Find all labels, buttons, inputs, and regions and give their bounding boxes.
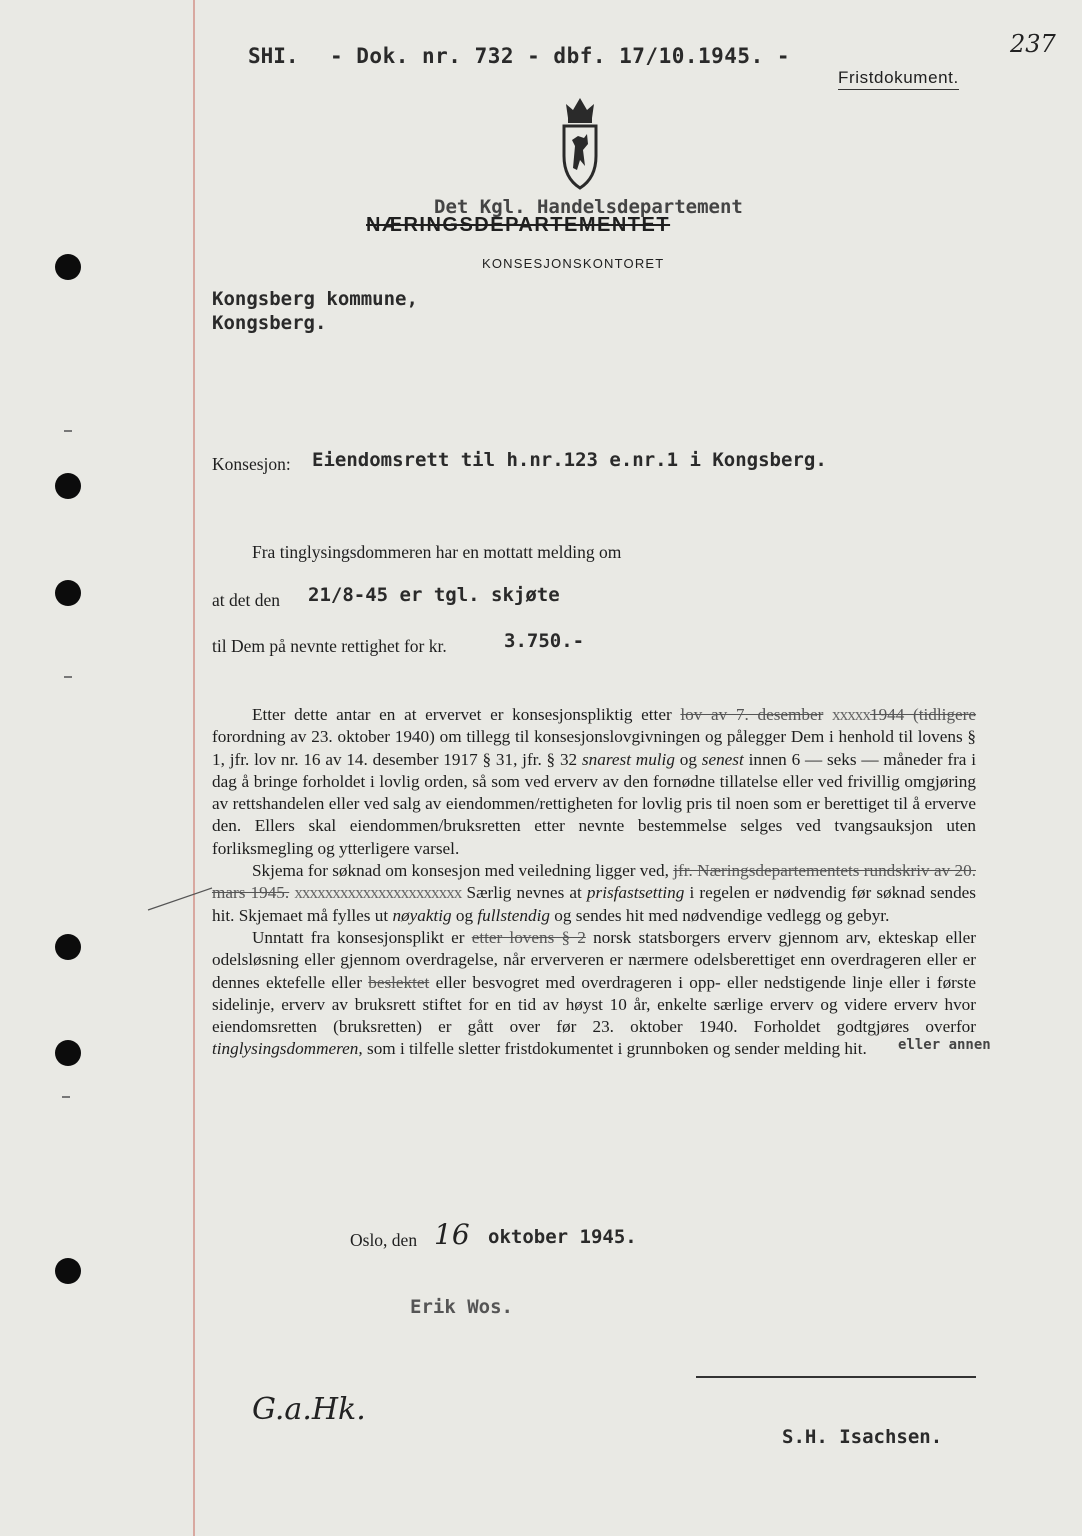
page-number: 237: [1010, 30, 1056, 58]
signature-line: [696, 1376, 976, 1378]
punch-hole: [55, 580, 81, 606]
typed-over-department: Det Kgl. Handelsdepartement: [434, 196, 743, 218]
margin-tick: [64, 676, 72, 678]
paragraph-1: Etter dette antar en at ervervet er konsesjonspliktig etter lov av 7. desember xxxxx1944 (tidligere forordning av 23. oktober 1940) om tillegg til konsesjonslovgivningen og pålegger Dem i henhold til lovens § 1, jfr. lov nr. 16 av 14. desember 1917 § 31, jfr. § 32 snarest mulig og senest innen 6 — seks — måneder fra i dag å bringe forholdet i lovlig orden, så som ved erverv av den fornødne tillatelse eller ved frivillig omgjøring av rettshandelen eller ved salg av eiendommen/rettigheten for lovlig pris til noen som er berettiget til å erverve den. Ellers skal eiendommen/bruksretten etter nevnte bestemmelse selges ved tvangsauksjon uten forliksmegling og ytterligere varsel.: [212, 705, 977, 858]
document-number-line: - Dok. nr. 732 - dbf. 17/10.1945. -: [330, 44, 791, 68]
punch-hole: [55, 1258, 81, 1284]
margin-tick: [62, 1096, 70, 1098]
paragraph-2: Skjema for søknad om konsesjon med veiledning ligger ved, jfr. Næringsdepartementets rundskriv av 20. mars 1945. xxxxxxxxxxxxxxxxxxxxxx Særlig nevnes at prisfastsetting i regelen er nødvendig før søknad sendes hit. Skjemaet må fylles ut nøyaktig og fullstendig og sendes hit med nødvendige vedlegg og gebyr.: [212, 861, 976, 925]
left-code: SHI.: [248, 44, 299, 68]
handwritten-initials: G.a.Hk.: [252, 1392, 366, 1427]
body-text: [212, 704, 976, 1061]
handwritten-day: 16: [434, 1218, 470, 1251]
office-heading: KONSESJONSKONTORET: [482, 256, 665, 271]
konsesjon-label: Konsesjon:: [212, 454, 291, 474]
date-month-year: oktober 1945.: [488, 1226, 637, 1248]
punch-hole: [55, 254, 81, 280]
notice-line-2-prefix: at det den: [212, 590, 281, 610]
price-amount: 3.750.-: [504, 630, 585, 652]
punch-hole: [55, 934, 81, 960]
paragraph-3: Unntatt fra konsesjonsplikt er etter lovens § 2 norsk statsborgers erverv gjennom arv, ekteskap eller odelsløsning eller gjennom overdragelse, når erververen er nærmere odelsberettiget enn overdrageren eller er dennes ektefelle eller beslektet eller besvogret med overdrageren i opp- eller nedstigende linje eller i første sidelinje, erverv av bruksrett stiftet for en tid av høyst 10 år, enkelte særlige erverv og videre erverv hvor eiendomsretten (bruksretten) er gått over før 23. oktober 1940. Forholdet godtgjøres overfor tinglysingsdommeren, som i tilfelle sletter fristdokumentet i grunnboken og sender melding hit.: [212, 927, 977, 1059]
fristdokument-stamp: Fristdokument.: [838, 68, 959, 90]
konsesjon-value: Eiendomsrett til h.nr.123 e.nr.1 i Kongsberg.: [312, 449, 827, 471]
secretary-name: S.H. Isachsen.: [782, 1426, 943, 1448]
punch-hole: [55, 1040, 81, 1066]
notice-line-3-prefix: til Dem på nevnte rettighet for kr.: [212, 636, 447, 656]
notice-line-1: Fra tinglysingsdommeren har en mottatt melding om: [252, 542, 622, 562]
recipient-line-1: Kongsberg kommune,: [212, 288, 418, 310]
pencil-mark-icon: [146, 884, 216, 914]
coat-of-arms-icon: [558, 94, 602, 192]
margin-tick: [64, 430, 72, 432]
department-heading: NÆRINGSDEPARTEMENTET: [366, 214, 671, 236]
typed-insertion: eller annen: [898, 1037, 991, 1053]
margin-rule: [193, 0, 195, 1536]
registration-date-text: 21/8-45 er tgl. skjøte: [308, 584, 560, 606]
recipient-line-2: Kongsberg.: [212, 312, 327, 334]
punch-hole: [55, 473, 81, 499]
place-prefix: Oslo, den: [350, 1230, 418, 1250]
signer-name: Erik Wos.: [410, 1296, 513, 1318]
